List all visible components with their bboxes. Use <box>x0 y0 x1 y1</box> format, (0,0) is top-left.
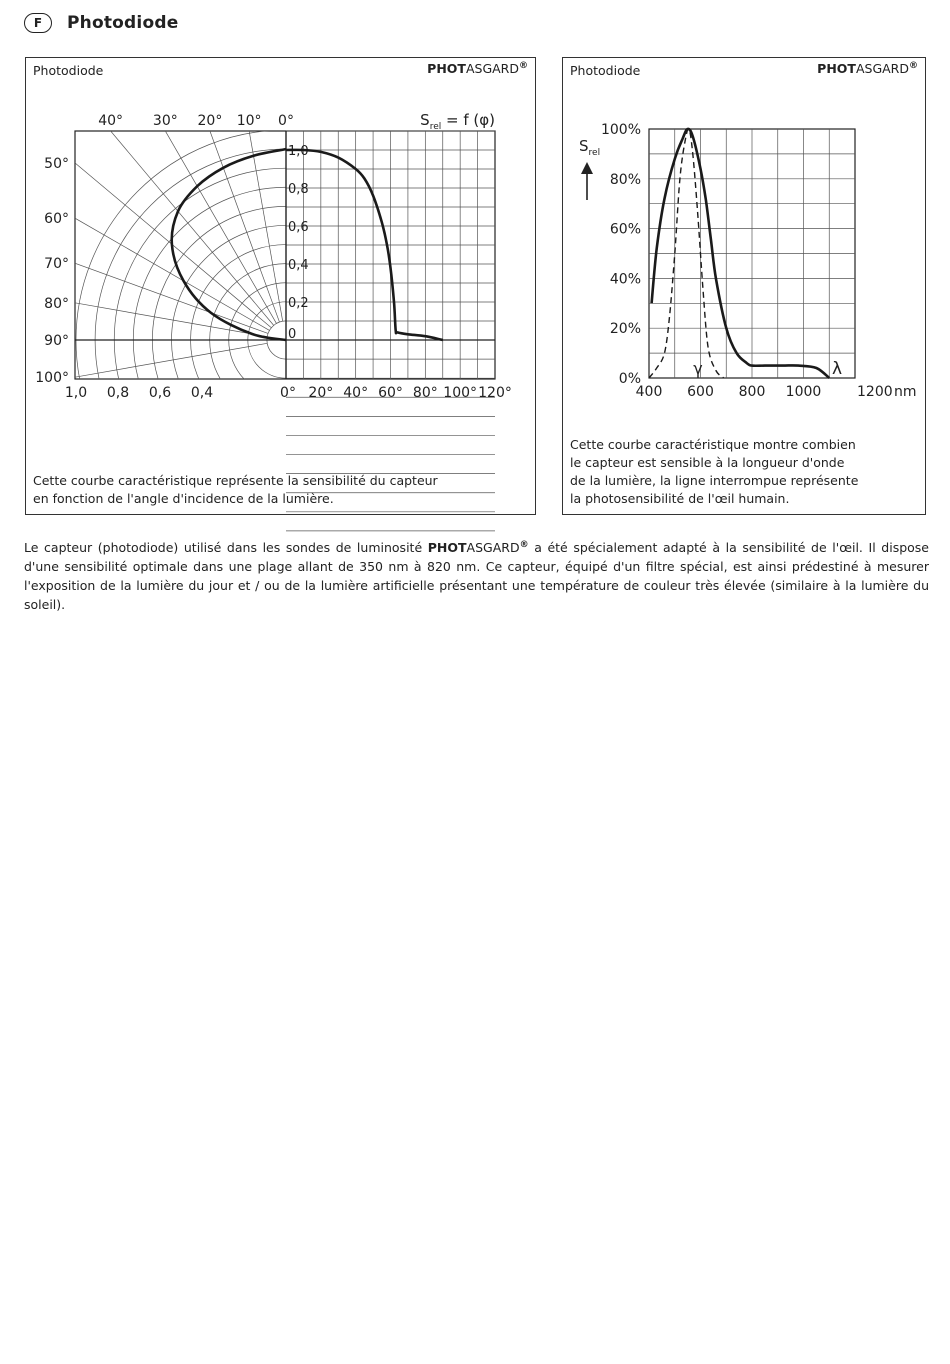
tick-label: 0° <box>280 385 296 401</box>
brand-mark: ® <box>519 540 529 550</box>
panel-caption <box>33 472 513 508</box>
section-header <box>24 10 178 36</box>
tick-label: 600 <box>687 384 714 400</box>
grid <box>649 129 855 378</box>
axis-label: $S_{rel}$ <box>579 137 601 158</box>
tick-label: 0,6 <box>148 385 172 401</box>
tick-label: 0 <box>288 327 297 342</box>
tick-label: 1,0 <box>64 385 88 401</box>
tick-label: 80° <box>44 295 69 312</box>
caption-line: en fonction de l'angle d'incidence de la lumière. <box>33 491 334 506</box>
brand-bold: PHOT <box>427 540 467 556</box>
polar-grid-ray <box>0 140 269 330</box>
tick-label: 1000 <box>785 384 822 400</box>
tick-label: 0,8 <box>106 385 130 401</box>
tick-label: 20% <box>609 321 641 338</box>
description-paragraph <box>24 536 929 614</box>
tick-label: 60% <box>609 221 641 238</box>
tick-label: 80% <box>609 171 641 188</box>
caption-line: de la lumière, la ligne interrompue représente <box>570 473 859 488</box>
tick-label: 120° <box>478 385 512 401</box>
tick-label: 1,0 <box>288 144 309 159</box>
tick-label: 60° <box>378 385 403 401</box>
polar-grid-ray <box>0 83 271 328</box>
caption-line: Cette courbe caractéristique montre combien <box>570 437 856 452</box>
axis-arrowhead <box>581 162 593 174</box>
caption-line: le capteur est sensible à la longueur d'onde <box>570 455 845 470</box>
page-title: Photodiode <box>67 13 179 33</box>
tick-label: 0,8 <box>288 182 309 197</box>
tick-label: 100° <box>443 385 478 401</box>
tick-label: 40° <box>343 385 369 401</box>
polar-grid-ray <box>149 0 279 322</box>
tick-label: 800 <box>738 384 766 400</box>
section-badge: F <box>24 13 52 33</box>
tick-label: 400 <box>635 384 663 400</box>
tick-label: 0,4 <box>288 258 309 273</box>
spectral-sensitivity-panel <box>562 57 926 515</box>
tick-label: 0,2 <box>288 296 309 311</box>
tick-label: 10° <box>236 113 262 129</box>
tick-label: 20° <box>308 385 334 401</box>
annotation-lambda: λ <box>831 359 843 379</box>
tick-label: 60° <box>44 211 69 228</box>
tick-label: 20° <box>197 113 223 129</box>
polar-grid-ray <box>29 34 274 326</box>
caption-line: la photosensibilité de l'œil humain. <box>570 491 790 506</box>
panel-caption <box>570 436 920 508</box>
annotation-gamma: γ <box>693 359 703 378</box>
polar-grid <box>0 0 286 550</box>
polar-grid-ray <box>0 203 268 333</box>
tick-label: 30° <box>152 113 178 129</box>
tick-label: 100° <box>35 370 69 387</box>
description-part2: a été spécialement adapté à la sensibilité de l'œil. Il dispose d'une sensibilité optimale dans une plage allant de 350 nm à 820 nm. Ce capteur, équipé d'un filtre spécial, est ainsi prédestiné à mesurer l'exposition de la lumière du jour et / ou de la lumière artificielle présentant une température de couleur très élevée (similaire à la lumière du soleil). <box>24 540 929 613</box>
tick-label: 0,6 <box>288 220 309 235</box>
panel-title: Photodiode <box>33 63 104 78</box>
panel-title: Photodiode <box>570 63 641 78</box>
tick-label: 50° <box>44 155 69 172</box>
caption-line: Cette courbe caractéristique représente la sensibilité du capteur <box>33 473 438 488</box>
brand-bold: PHOT <box>817 61 856 77</box>
tick-label: 0% <box>618 371 641 387</box>
tick-label: 0,4 <box>190 385 214 401</box>
tick-label: 100% <box>600 122 641 138</box>
brand-mark: ® <box>909 61 918 71</box>
angle-sensitivity-chart <box>26 58 535 514</box>
cartesian-grid <box>286 131 495 531</box>
tick-label: 80° <box>412 385 438 401</box>
brand-rest: ASGARD <box>466 540 520 556</box>
tick-label: 40° <box>98 113 124 129</box>
brand-rest: ASGARD <box>465 61 519 77</box>
chart-title: $S_{rel} = f$ (φ) <box>420 111 495 132</box>
tick-label: 70° <box>44 256 69 273</box>
tick-label: 1200 <box>857 384 893 400</box>
angle-sensitivity-panel <box>25 57 536 515</box>
tick-label: 40% <box>609 271 641 288</box>
brand-bold: PHOT <box>427 61 466 77</box>
brand-rest: ASGARD <box>855 61 909 77</box>
description-part1: Le capteur (photodiode) utilisé dans les sondes de luminosité <box>24 540 428 556</box>
tick-label: 0° <box>278 113 294 129</box>
brand-mark: ® <box>519 61 528 71</box>
axis-unit-label: nm <box>894 384 917 400</box>
tick-label: 90° <box>44 333 69 349</box>
